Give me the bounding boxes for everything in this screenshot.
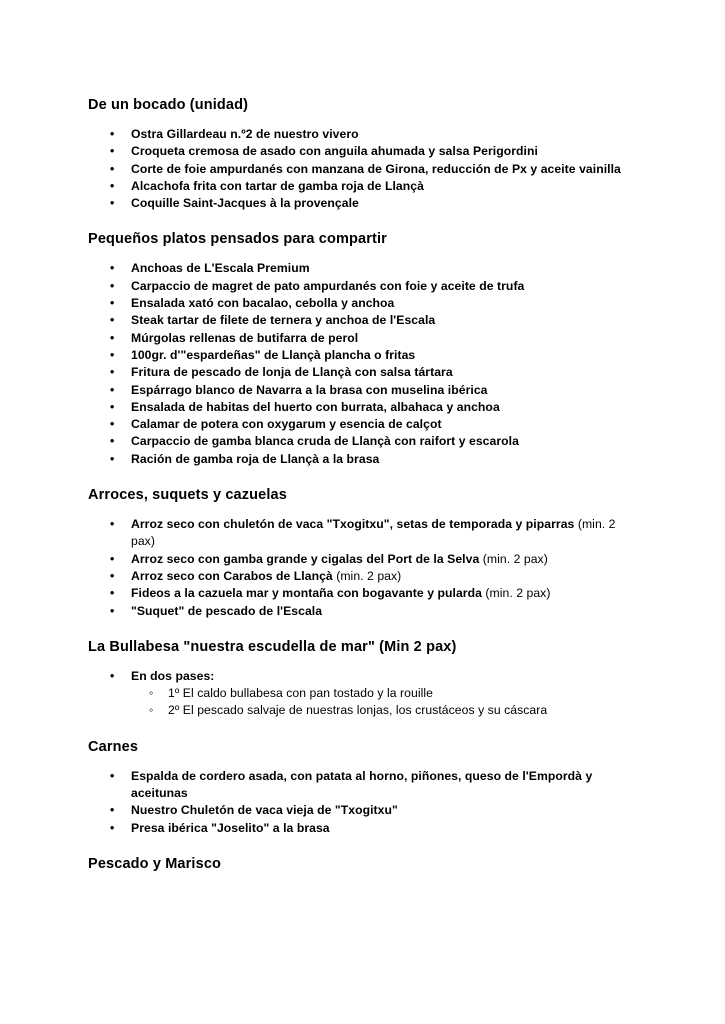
- section-heading: Pescado y Marisco: [88, 855, 222, 872]
- menu-item-label: Arroz seco con Carabos de Llançà: [131, 568, 333, 583]
- menu-item-label: Arroz seco con gamba grande y cigalas del Port de la Selva: [131, 551, 480, 566]
- menu-item: [88, 516, 633, 551]
- menu-subitem-list: [131, 685, 633, 720]
- menu-item-label: Múrgolas rellenas de butifarra de perol: [131, 330, 359, 345]
- menu-item-label: Fritura de pescado de lonja de Llançà con salsa tártara: [131, 365, 453, 380]
- menu-item: [88, 143, 633, 160]
- menu-item: [88, 568, 633, 585]
- menu-item-label: Carpaccio de magret de pato ampurdanés con foie y aceite de trufa: [131, 278, 525, 293]
- menu-item: [88, 433, 633, 450]
- menu-item-label: Nuestro Chuletón de vaca vieja de "Txogitxu": [131, 803, 398, 818]
- menu-item: [88, 330, 633, 347]
- menu-item-label: Corte de foie ampurdanés con manzana de Girona, reducción de Px y aceite vainilla: [131, 161, 621, 176]
- menu-item-list: [88, 516, 633, 620]
- menu-item: [88, 820, 633, 837]
- menu-content: [88, 96, 633, 873]
- menu-section: [88, 96, 633, 212]
- menu-item: [88, 416, 633, 433]
- menu-item: [88, 802, 633, 819]
- menu-item: [88, 278, 633, 295]
- menu-item: [88, 312, 633, 329]
- menu-section: [88, 638, 633, 720]
- menu-item: [88, 178, 633, 195]
- menu-item-label: En dos pases:: [131, 668, 215, 683]
- menu-item-list: [88, 668, 633, 720]
- menu-item-label: Steak tartar de filete de ternera y anchoa de l'Escala: [131, 313, 436, 328]
- menu-item-note: (min. 2 pax): [479, 551, 548, 566]
- menu-section: [88, 738, 633, 837]
- menu-item-label: Alcachofa frita con tartar de gamba roja de Llançà: [131, 178, 424, 193]
- menu-item-list: [88, 260, 633, 468]
- menu-section: [88, 230, 633, 468]
- menu-item-label: Ostra Gillardeau n.º2 de nuestro vivero: [131, 127, 359, 141]
- menu-item: [88, 382, 633, 399]
- menu-item-label: Ensalada xató con bacalao, cebolla y anchoa: [131, 296, 395, 311]
- menu-item-label: Carpaccio de gamba blanca cruda de Llançà con raifort y escarola: [131, 434, 519, 449]
- menu-item-label: Arroz seco con chuletón de vaca "Txogitxu", setas de temporada y piparras: [131, 517, 575, 532]
- menu-item-label: Espalda de cordero asada, con patata al horno, piñones, queso de l'Empordà y aceitunas: [131, 768, 593, 801]
- menu-item: [88, 161, 633, 178]
- menu-item-label: "Suquet" de pescado de l'Escala: [131, 603, 323, 618]
- menu-item-label: Fideos a la cazuela mar y montaña con bogavante y pularda: [131, 586, 482, 601]
- menu-item: [88, 347, 633, 364]
- menu-subitem: ◦ 2º El pescado salvaje de nuestras lonjas, los crustáceos y su cáscara: [131, 702, 633, 719]
- menu-item: [88, 668, 633, 720]
- menu-item: [88, 451, 633, 468]
- menu-item-label: Presa ibérica "Joselito" a la brasa: [131, 820, 330, 835]
- menu-item: [88, 126, 633, 143]
- menu-item-list: [88, 126, 633, 212]
- menu-item: [88, 295, 633, 312]
- menu-item: [88, 364, 633, 381]
- section-heading: De un bocado (unidad): [88, 97, 249, 113]
- menu-section: [88, 486, 633, 620]
- section-heading: La Bullabesa "nuestra escudella de mar" (Min 2 pax): [88, 638, 457, 655]
- menu-item: [88, 768, 633, 803]
- menu-item-list: [88, 768, 633, 837]
- section-heading: Pequeños platos pensados para compartir: [88, 231, 387, 248]
- menu-item-label: Coquille Saint-Jacques à la provençale: [131, 196, 359, 211]
- menu-item-label: Croqueta cremosa de asado con anguila ahumada y salsa Perigordini: [131, 144, 538, 159]
- menu-item-note: (min. 2 pax): [481, 586, 551, 601]
- menu-item-label: Ración de gamba roja de Llançà a la brasa: [131, 451, 380, 466]
- menu-item: [88, 195, 633, 212]
- menu-item: [88, 260, 633, 277]
- menu-item: [88, 585, 633, 602]
- section-heading: Carnes: [88, 738, 139, 755]
- menu-item-note: (min. 2 pax): [332, 568, 402, 583]
- menu-item-label: Espárrago blanco de Navarra a la brasa con muselina ibérica: [131, 382, 488, 397]
- section-heading: Arroces, suquets y cazuelas: [88, 487, 287, 504]
- menu-item: [88, 399, 633, 416]
- menu-subitem: ◦ 1º El caldo bullabesa con pan tostado y la rouille: [131, 685, 633, 702]
- menu-item-label: Ensalada de habitas del huerto con burrata, albahaca y anchoa: [131, 399, 500, 414]
- menu-section: [88, 855, 633, 873]
- menu-item: [88, 551, 633, 568]
- menu-item-label: Calamar de potera con oxygarum y esencia de calçot: [131, 417, 442, 432]
- menu-item: [88, 603, 633, 620]
- menu-item-note: (min. 2 pax): [131, 517, 616, 549]
- menu-item-label: 100gr. d'"espardeñas" de Llançà plancha o fritas: [131, 347, 416, 362]
- menu-item-label: Anchoas de L'Escala Premium: [131, 261, 310, 276]
